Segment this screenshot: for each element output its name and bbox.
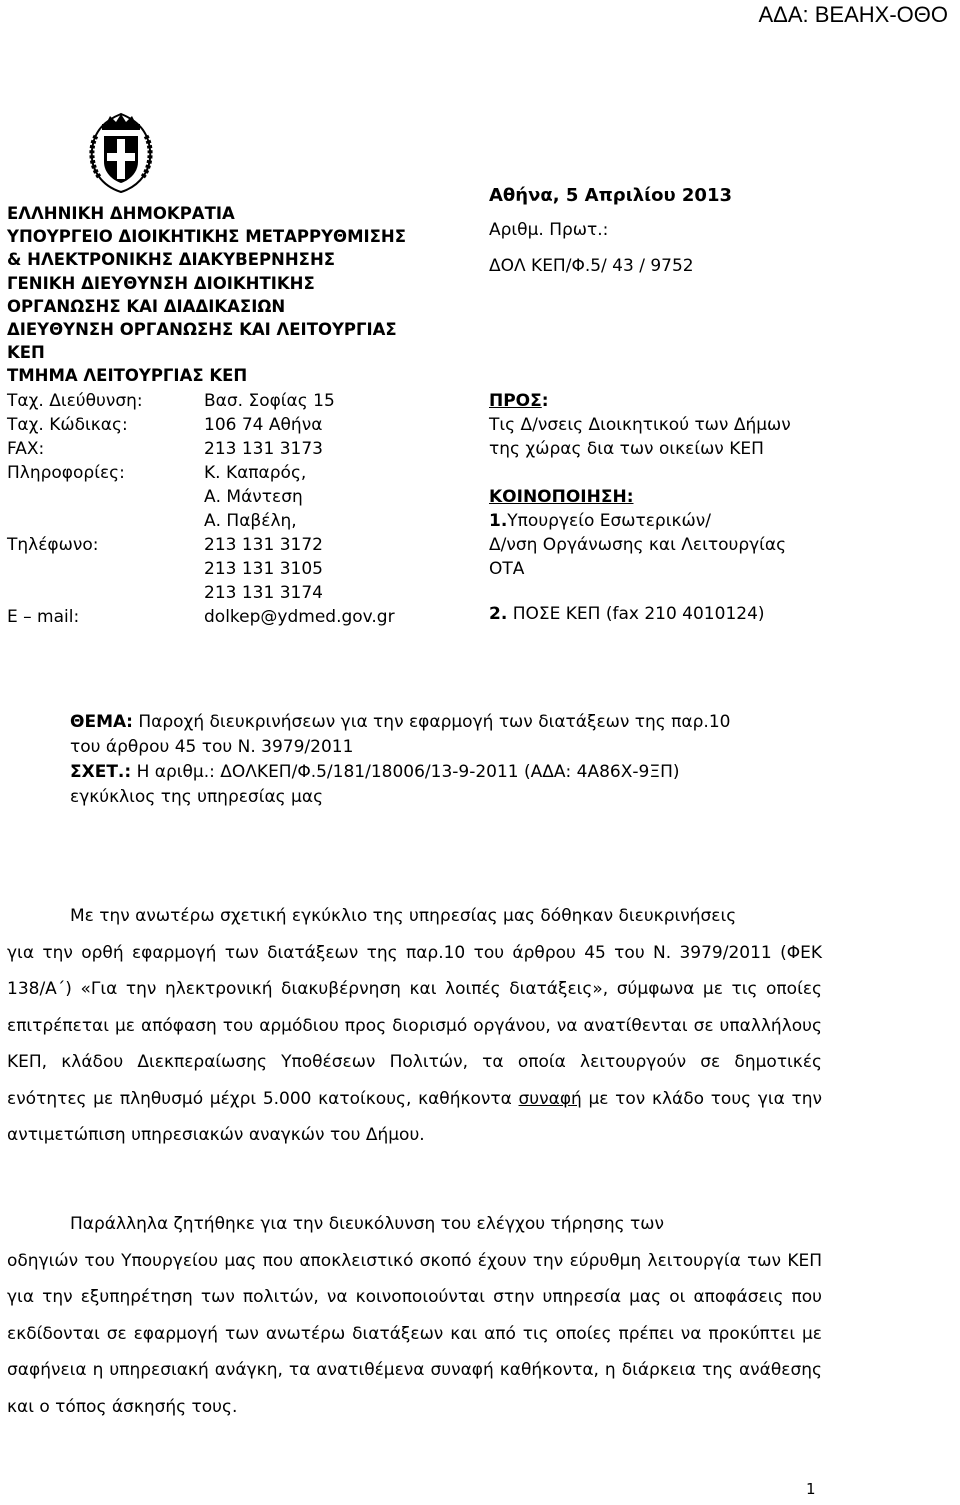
- protocol-label: Αριθμ. Πρωτ.:: [489, 220, 609, 240]
- recipients-label: ΠΡΟΣ: [489, 391, 542, 411]
- paragraph-2: [7, 1206, 822, 1425]
- org-line: ΔΙΕΥΘΥΝΣΗ ΟΡΓΑΝΩΣΗΣ ΚΑΙ ΛΕΙΤΟΥΡΓΙΑΣ: [7, 320, 397, 340]
- paragraph-1: [7, 898, 822, 1154]
- org-line: ΤΜΗΜΑ ΛΕΙΤΟΥΡΓΙΑΣ ΚΕΠ: [7, 366, 248, 386]
- phone-label: Τηλέφωνο:: [7, 535, 99, 555]
- subject-label: ΘΕΜΑ:: [70, 712, 133, 732]
- reference-label: ΣΧΕΤ.:: [70, 762, 132, 782]
- ada-code: ΑΔΑ: ΒΕΑΗΧ-ΟΘΟ: [758, 2, 948, 27]
- address-value: Βασ. Σοφίας 15: [204, 391, 335, 411]
- org-line: ΟΡΓΑΝΩΣΗΣ ΚΑΙ ΔΙΑΔΙΚΑΣΙΩΝ: [7, 296, 286, 316]
- greek-emblem-icon: [86, 110, 156, 196]
- subject-line: [70, 710, 730, 735]
- email-value[interactable]: dolkep@ydmed.gov.gr: [204, 607, 395, 627]
- info-name: Α. Παβέλη,: [204, 511, 297, 531]
- cc-item-number: 2.: [489, 604, 508, 624]
- page-number: 1: [806, 1480, 816, 1498]
- org-line: ΓΕΝΙΚΗ ΔΙΕΥΘΥΝΣΗ ΔΙΟΙΚΗΤΙΚΗΣ: [7, 273, 315, 293]
- fax-label: FAX:: [7, 439, 45, 459]
- reference-line-2: εγκύκλιος της υπηρεσίας μας: [70, 787, 324, 807]
- organization-header: [7, 202, 406, 388]
- phone-value: 213 131 3172: [204, 535, 323, 555]
- org-line: & ΗΛΕΚΤΡΟΝΙΚΗΣ ΔΙΑΚΥΒΕΡΝΗΣΗΣ: [7, 250, 336, 270]
- postal-value: 106 74 Αθήνα: [204, 415, 323, 435]
- cc-heading: ΚΟΙΝΟΠΟΙΗΣΗ:: [489, 487, 634, 507]
- recipients-colon: :: [541, 391, 549, 411]
- cc-item-number: 1.: [489, 511, 508, 531]
- phone-value: 213 131 3174: [204, 583, 323, 603]
- cc-item-line: ΟΤΑ: [489, 559, 525, 579]
- address-label: Ταχ. Διεύθυνση:: [7, 391, 143, 411]
- recipient-line: Τις Δ/νσεις Διοικητικού των Δήμων: [489, 415, 791, 435]
- info-name: Κ. Καπαρός,: [204, 463, 307, 483]
- org-line: ΥΠΟΥΡΓΕΙΟ ΔΙΟΙΚΗΤΙΚΗΣ ΜΕΤΑΡΡΥΘΜΙΣΗΣ: [7, 227, 406, 247]
- protocol-number: ΔΟΛ ΚΕΠ/Φ.5/ 43 / 9752: [489, 256, 694, 276]
- recipients-heading: [489, 390, 549, 413]
- cc-item-1: [489, 510, 711, 533]
- underlined-word: συναφή: [518, 1088, 582, 1109]
- fax-value: 213 131 3173: [204, 439, 323, 459]
- reference-line: [70, 760, 730, 785]
- subject-block: [70, 710, 730, 810]
- recipient-line: της χώρας δια των οικείων ΚΕΠ: [489, 439, 764, 459]
- email-label: E – mail:: [7, 607, 80, 627]
- paragraph-2-rest: οδηγιών του Υπουργείου μας που αποκλειστικό σκοπό έχουν την εύρυθμη λειτουργία των ΚΕΠ για την εξυπηρέτηση των πολιτών, να κοινοποιούνται στην υπηρεσία μας οι αποφάσεις που εκδίδονται σε εφαρμογή των ανωτέρω διατάξεων και από τις οποίες πρέπει να προκύπτει με σαφήνεια η υπηρεσιακή ανάγκη, τα ανατιθέμενα συναφή καθήκοντα, η διάρκεια της ανάθεσης και ο τόπος άσκησής τους.: [7, 1250, 822, 1417]
- paragraph-1-first-line: Με την ανωτέρω σχετική εγκύκλιο της υπηρεσίας μας δόθηκαν διευκρινήσεις: [70, 906, 737, 926]
- cc-item-2: [489, 603, 765, 626]
- org-line: ΚΕΠ: [7, 343, 45, 363]
- paragraph-2-first-line: Παράλληλα ζητήθηκε για την διευκόλυνση του ελέγχου τήρησης των: [70, 1214, 664, 1234]
- document-date: Αθήνα, 5 Απριλίου 2013: [489, 185, 732, 206]
- org-line: ΕΛΛΗΝΙΚΗ ΔΗΜΟΚΡΑΤΙΑ: [7, 204, 235, 223]
- reference-text: Η αριθμ.: ΔΟΛΚΕΠ/Φ.5/181/18006/13-9-2011 (ΑΔΑ: 4Α86Χ-9ΞΠ): [131, 762, 680, 782]
- cc-item-text: Υπουργείο Εσωτερικών/: [507, 511, 711, 531]
- subject-line-2: του άρθρου 45 του Ν. 3979/2011: [70, 737, 354, 757]
- cc-item-line: Δ/νση Οργάνωσης και Λειτουργίας: [489, 535, 787, 555]
- cc-item-text: ΠΟΣΕ ΚΕΠ (fax 210 4010124): [507, 604, 765, 624]
- paragraph-text: για την ορθή εφαρμογή των διατάξεων της παρ.10 του άρθρου 45 του Ν. 3979/2011 (ΦΕΚ 138/Α΄) «Για την ηλεκτρονική διακυβέρνηση και λοιπές διατάξεις», σύμφωνα με τις οποίες επιτρέπεται με απόφαση του αρμόδιου προς διορισμό οργάνου, να ανατίθενται σε υπαλλήλους ΚΕΠ, κλάδου Διεκπεραίωσης Υποθέσεων Πολιτών, τα οποία λειτουργούν σε δημοτικές ενότητες με πληθυσμό μέχρι 5.000 κατοίκους, καθήκοντα: [7, 942, 822, 1109]
- paragraph-text: με τον κλάδο τους για την αντιμετώπιση υπηρεσιακών αναγκών του Δήμου.: [7, 1088, 822, 1145]
- subject-text: Παροχή διευκρινήσεων για την εφαρμογή των διατάξεων της παρ.10: [132, 712, 731, 732]
- phone-value: 213 131 3105: [204, 559, 323, 579]
- postal-label: Ταχ. Κώδικας:: [7, 415, 128, 435]
- info-label: Πληροφορίες:: [7, 463, 125, 483]
- info-name: Α. Μάντεση: [204, 487, 303, 507]
- paragraph-1-rest: [7, 935, 822, 1154]
